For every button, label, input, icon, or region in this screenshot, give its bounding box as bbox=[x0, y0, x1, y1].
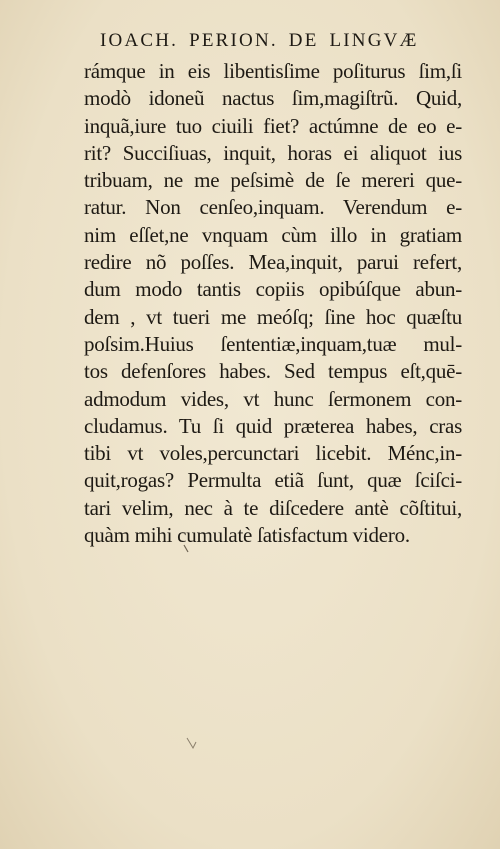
text-line: quit,rogas? Permulta etiã ſunt, quæ ſciſci- bbox=[84, 468, 462, 493]
text-line: quàm mihi cumulatè ſatisfactum videro. bbox=[84, 523, 410, 548]
text-line: dum modo tantis copiis opibúſque abun- bbox=[84, 277, 462, 302]
text-line: cludamus. Tu ſi quid præterea habes, cras bbox=[84, 413, 462, 438]
text-line: tribuam, ne me peſsimè de ſe mereri que- bbox=[84, 168, 462, 193]
text-line: admodum vides, vt hunc ſermonem con- bbox=[84, 386, 462, 411]
running-head: IOACH. PERION. DE LINGVÆ bbox=[100, 30, 419, 51]
text-line: tari velim, nec à te diſcedere antè cõſtitui, bbox=[84, 495, 462, 520]
text-line: inquã,iure tuo ciuili fiet? actúmne de eo e- bbox=[84, 113, 462, 138]
text-line: poſsim.Huius ſententiæ,inquam,tuæ mul- bbox=[84, 331, 462, 356]
text-line: tos defenſores habes. Sed tempus eſt,quē- bbox=[84, 359, 462, 384]
text-line: nim eſſet,ne vnquam cùm illo in gratiam bbox=[84, 222, 462, 247]
text-line: rit? Succiſiuas, inquit, horas ei aliquot ius bbox=[84, 140, 462, 165]
text-line: ratur. Non cenſeo,inquam. Verendum e- bbox=[84, 195, 462, 220]
text-line: modò idoneũ nactus ſim,magiſtrũ. Quid, bbox=[84, 86, 462, 111]
text-line: dem , vt tueri me meóſq; ſine hoc quæſtu bbox=[84, 304, 462, 329]
text-line: rámque in eis libentisſime poſiturus ſim,ſi bbox=[84, 59, 462, 83]
text-line: tibi vt voles,percunctari licebit. Ménc,in- bbox=[84, 441, 462, 466]
text-line: redire nõ poſſes. Mea,inquit, parui refert, bbox=[84, 250, 462, 275]
body-text bbox=[84, 58, 462, 549]
